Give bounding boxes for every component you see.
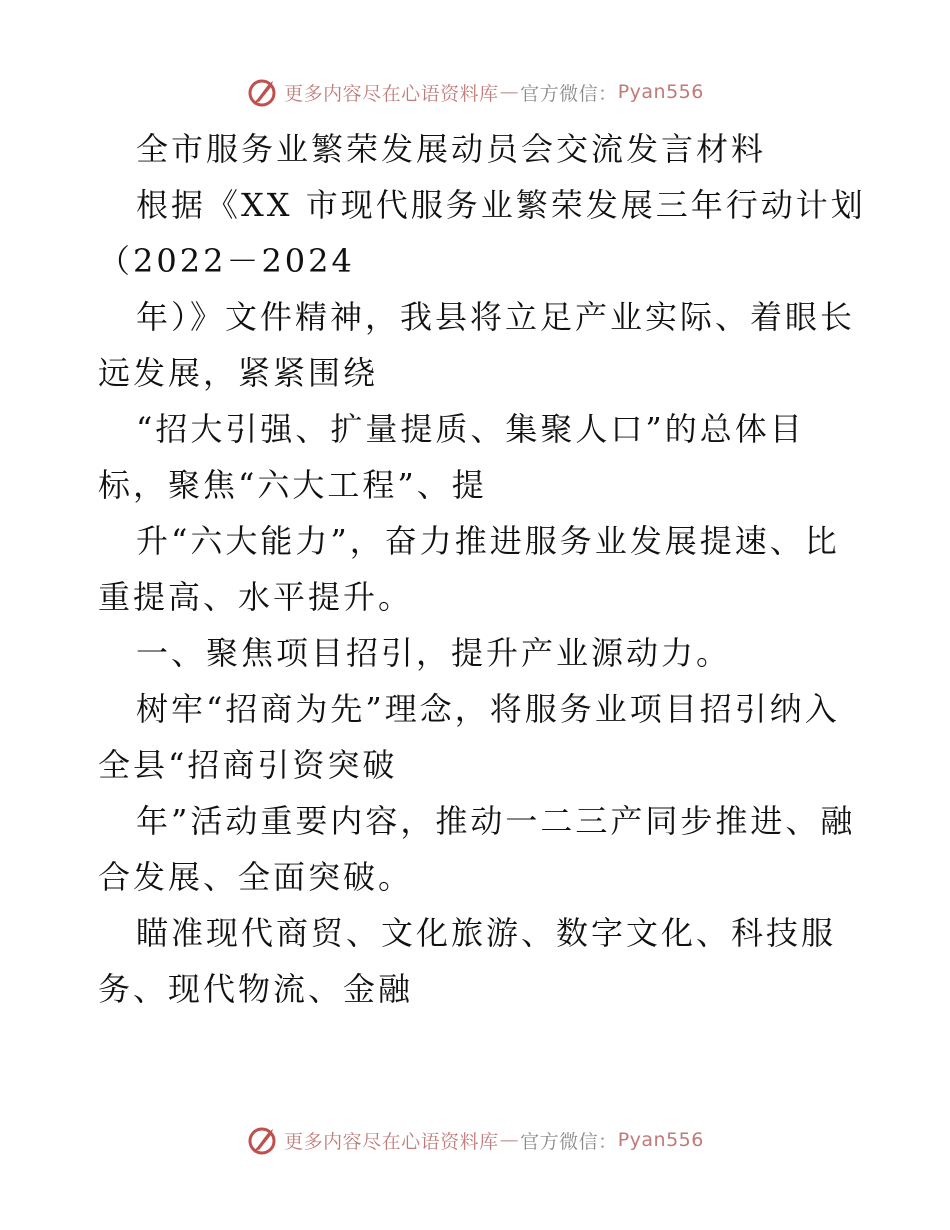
watermark-text: 更多内容尽在心语资料库 [284,82,499,105]
document-title: 全市服务业繁荣发展动员会交流发言材料 [136,130,767,168]
paragraph-line: 务、现代物流、金融 [98,970,414,1008]
paragraph-line: 重提高、水平提升。 [98,578,414,616]
pen-logo-icon [246,75,280,109]
paragraph-line: （2022－2024 [98,242,355,280]
watermark-wechat-id: Pyan556 [617,1129,704,1151]
watermark-dash: — [499,1129,520,1151]
paragraph-line: 远发展，紧紧围绕 [98,354,379,392]
paragraph-line: 全县“招商引资突破 [98,746,398,784]
pen-logo-icon [246,1123,280,1157]
paragraph-line: 瞄准现代商贸、文化旅游、数字文化、科技服 [136,914,837,952]
header-watermark [0,72,950,112]
paragraph-line: 年）》文件精神，我县将立足产业实际、着眼长 [136,298,856,336]
paragraph-line: 标，聚焦“六大工程”、提 [98,466,487,504]
paragraph-line: 升“六大能力”，奋力推进服务业发展提速、比 [136,522,840,560]
paragraph-line: 树牢“招商为先”理念，将服务业项目招引纳入 [136,690,840,728]
watermark-wechat-id: Pyan556 [617,81,704,103]
paragraph-line: 根据《XX 市现代服务业繁荣发展三年行动计划 [136,186,866,224]
footer-watermark [0,1120,950,1160]
section-heading: 一、聚焦项目招引，提升产业源动力。 [136,634,732,672]
paragraph-line: 合发展、全面突破。 [98,858,414,896]
watermark-wechat-label: 官方微信： [520,82,618,105]
document-body [98,121,866,1017]
watermark-wechat-label: 官方微信： [520,1130,618,1153]
paragraph-line: 年”活动重要内容，推动一二三产同步推进、融 [136,802,856,840]
watermark-dash: — [499,81,520,103]
paragraph-line: “招大引强、扩量提质、集聚人口”的总体目 [136,410,805,448]
watermark-text: 更多内容尽在心语资料库 [284,1130,499,1153]
